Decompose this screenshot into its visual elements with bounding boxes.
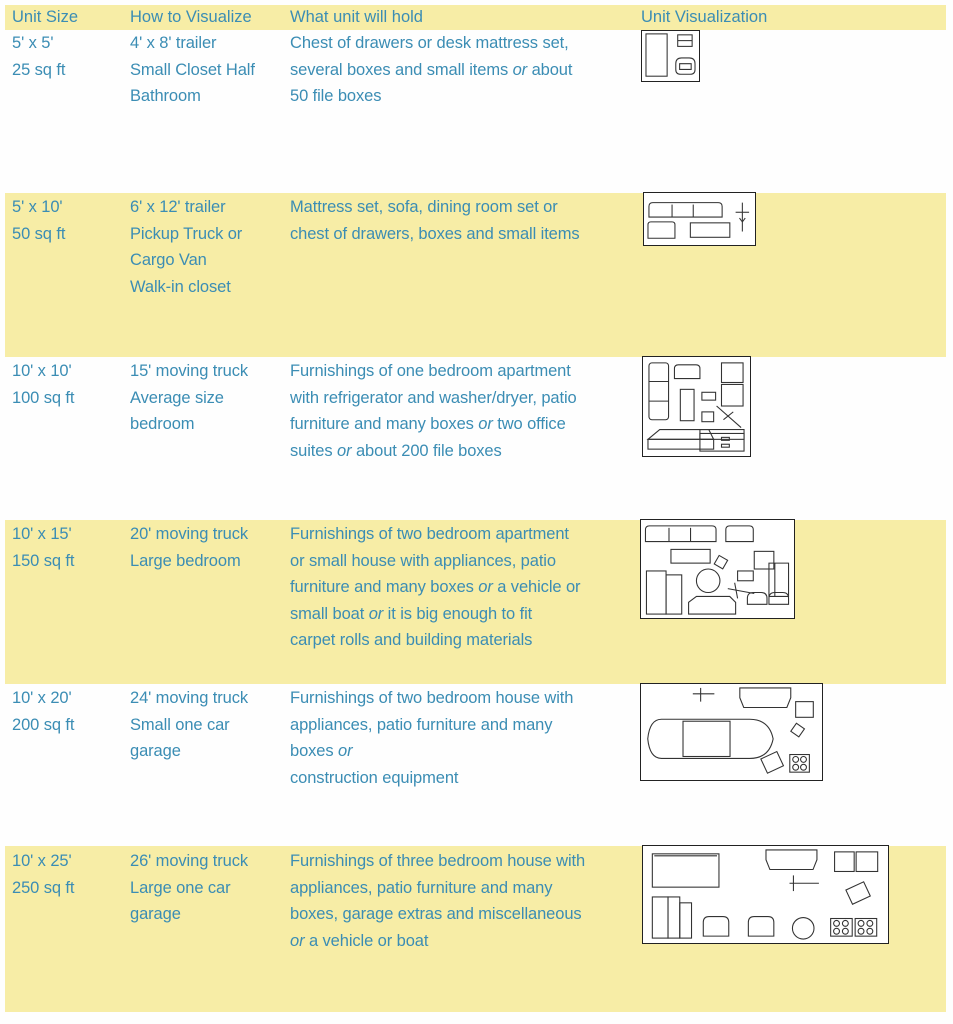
visualize-cell bbox=[130, 30, 255, 110]
visualize-cell bbox=[130, 194, 242, 300]
unit-area: 250 sq ft bbox=[12, 878, 75, 897]
hold-cell bbox=[290, 521, 580, 654]
hold-line: carpet rolls and building materials bbox=[290, 631, 533, 649]
visualize-line: 6' x 12' trailer bbox=[130, 198, 226, 216]
visualize-cell bbox=[130, 848, 248, 928]
hold-cell bbox=[290, 358, 577, 464]
unit-dimensions: 10' x 25' bbox=[12, 852, 72, 870]
hold-line: boxes, garage extras and miscellaneous bbox=[290, 905, 582, 923]
unit-size-cell bbox=[12, 194, 65, 247]
visualize-line: Small one car bbox=[130, 715, 230, 734]
unit-dimensions: 10' x 20' bbox=[12, 689, 72, 707]
visualize-line: Average size bbox=[130, 388, 224, 407]
floor-plan-10x15 bbox=[640, 519, 795, 619]
visualize-line: 4' x 8' trailer bbox=[130, 34, 217, 52]
visualize-line: 20' moving truck bbox=[130, 525, 249, 543]
floor-plan-10x25 bbox=[642, 845, 889, 944]
unit-dimensions: 10' x 10' bbox=[12, 362, 72, 380]
unit-dimensions: 10' x 15' bbox=[12, 525, 72, 543]
visualize-line: garage bbox=[130, 742, 181, 760]
visualize-cell bbox=[130, 685, 248, 765]
floor-plan-10x10 bbox=[642, 356, 751, 457]
visualize-line: Large bedroom bbox=[130, 551, 241, 570]
visualize-cell bbox=[130, 521, 248, 574]
header-unit-size: Unit Size bbox=[12, 8, 79, 26]
visualize-line: 15' moving truck bbox=[130, 362, 249, 380]
hold-line: Mattress set, sofa, dining room set or bbox=[290, 198, 558, 216]
visualize-line: Cargo Van bbox=[130, 251, 207, 269]
hold-line: or small house with appliances, patio bbox=[290, 551, 556, 570]
unit-area: 200 sq ft bbox=[12, 715, 75, 734]
hold-line: construction equipment bbox=[290, 768, 459, 787]
hold-line: 50 file boxes bbox=[290, 87, 382, 105]
hold-line: Furnishings of one bedroom apartment bbox=[290, 362, 571, 380]
floor-plan-5x5 bbox=[641, 30, 700, 82]
unit-dimensions: 5' x 10' bbox=[12, 198, 63, 216]
visualize-line: Walk-in closet bbox=[130, 277, 231, 296]
header-unit-visualization: Unit Visualization bbox=[641, 8, 768, 26]
unit-area: 150 sq ft bbox=[12, 551, 75, 570]
hold-line: several boxes and small items or about bbox=[290, 60, 573, 79]
visualize-line: 24' moving truck bbox=[130, 689, 249, 707]
hold-line: Furnishings of three bedroom house with bbox=[290, 852, 586, 870]
unit-size-cell bbox=[12, 358, 74, 411]
hold-line: Furnishings of two bedroom apartment bbox=[290, 525, 569, 543]
hold-line: furniture and many boxes or two office bbox=[290, 415, 566, 433]
visualize-line: Bathroom bbox=[130, 87, 201, 105]
hold-line: appliances, patio furniture and many bbox=[290, 878, 553, 897]
hold-line: small boat or it is big enough to fit bbox=[290, 604, 533, 623]
hold-line: chest of drawers, boxes and small items bbox=[290, 224, 580, 243]
visualize-line: Small Closet Half bbox=[130, 60, 255, 79]
hold-line: Furnishings of two bedroom house with bbox=[290, 689, 574, 707]
hold-line: suites or about 200 file boxes bbox=[290, 441, 502, 460]
hold-cell bbox=[290, 30, 572, 110]
unit-area: 100 sq ft bbox=[12, 388, 75, 407]
visualize-line: Pickup Truck or bbox=[130, 224, 243, 243]
hold-cell bbox=[290, 685, 573, 791]
hold-line: boxes or bbox=[290, 742, 353, 760]
unit-area: 25 sq ft bbox=[12, 60, 66, 79]
header-what-unit-will-hold: What unit will hold bbox=[290, 8, 423, 26]
unit-size-cell bbox=[12, 30, 65, 83]
unit-dimensions: 5' x 5' bbox=[12, 34, 54, 52]
hold-line: furniture and many boxes or a vehicle or bbox=[290, 578, 581, 596]
visualize-line: garage bbox=[130, 905, 181, 923]
unit-area: 50 sq ft bbox=[12, 224, 66, 243]
unit-size-cell bbox=[12, 521, 74, 574]
hold-line: with refrigerator and washer/dryer, patio bbox=[290, 388, 577, 407]
hold-cell bbox=[290, 848, 585, 954]
hold-line: appliances, patio furniture and many bbox=[290, 715, 553, 734]
visualize-cell bbox=[130, 358, 248, 438]
header-how-to-visualize: How to Visualize bbox=[130, 8, 252, 26]
visualize-line: Large one car bbox=[130, 878, 231, 897]
hold-line: Chest of drawers or desk mattress set, bbox=[290, 34, 569, 52]
visualize-line: 26' moving truck bbox=[130, 852, 249, 870]
unit-size-cell bbox=[12, 685, 74, 738]
hold-cell bbox=[290, 194, 580, 247]
unit-size-cell bbox=[12, 848, 74, 901]
hold-line: or a vehicle or boat bbox=[290, 931, 429, 950]
floor-plan-5x10 bbox=[643, 192, 756, 246]
visualize-line: bedroom bbox=[130, 415, 195, 433]
floor-plan-10x20 bbox=[640, 683, 823, 781]
